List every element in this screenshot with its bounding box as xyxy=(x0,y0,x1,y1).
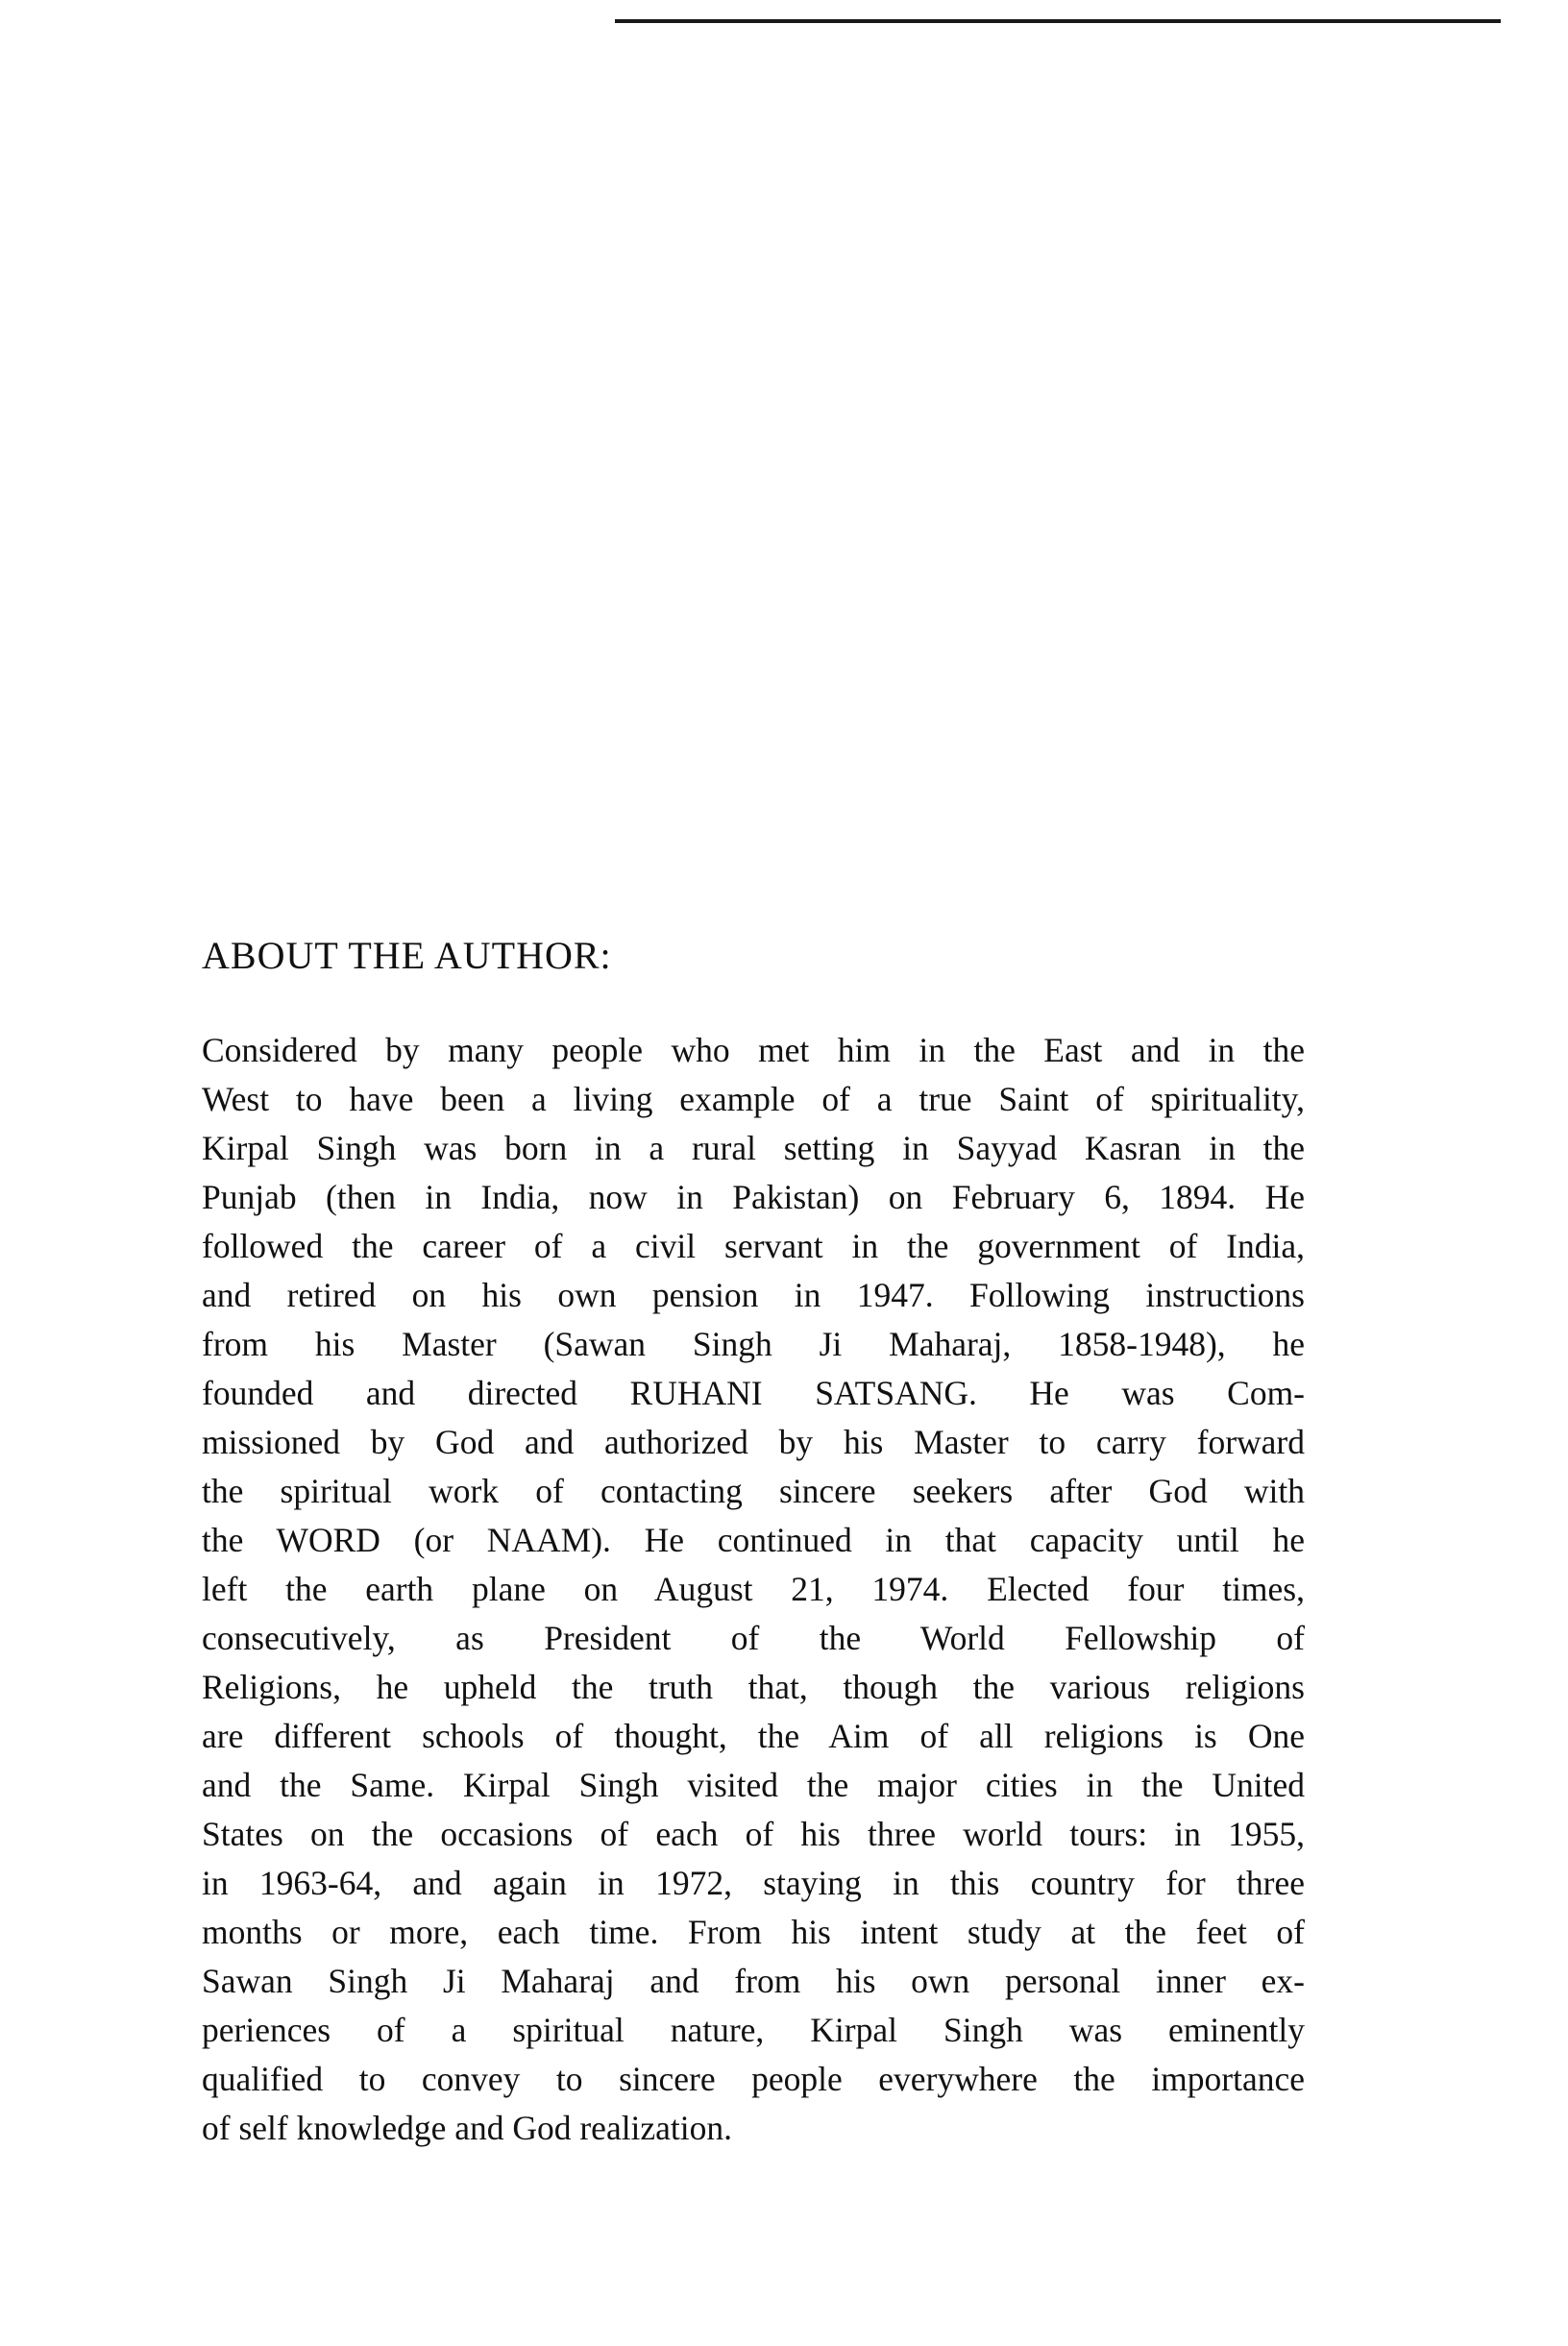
biography-line: months or more, each time. From his intent study at the feet of xyxy=(202,1913,1305,1951)
biography-line: missioned by God and authorized by his Master to carry forward xyxy=(202,1423,1305,1461)
biography-line: left the earth plane on August 21, 1974. Elected four times, xyxy=(202,1570,1305,1608)
biography-line: of self knowledge and God realization. xyxy=(202,2109,733,2147)
biography-line: are different schools of thought, the Aim of all religions is One xyxy=(202,1717,1305,1755)
biography-line: followed the career of a civil servant in the government of India, xyxy=(202,1227,1305,1265)
biography-line: periences of a spiritual nature, Kirpal Singh was eminently xyxy=(202,2011,1305,2049)
biography-line: from his Master (Sawan Singh Ji Maharaj, 1858-1948), he xyxy=(202,1325,1305,1363)
biography-line: Sawan Singh Ji Maharaj and from his own personal inner ex- xyxy=(202,1962,1305,2000)
top-rule xyxy=(615,19,1501,23)
biography-line: West to have been a living example of a true Saint of spirituality, xyxy=(202,1080,1305,1118)
about-the-author-section xyxy=(202,932,1305,2153)
biography-line: the WORD (or NAAM). He continued in that capacity until he xyxy=(202,1521,1305,1559)
biography-line: and retired on his own pension in 1947. Following instructions xyxy=(202,1276,1305,1314)
biography-line: in 1963-64, and again in 1972, staying in this country for three xyxy=(202,1864,1305,1902)
biography-line: founded and directed RUHANI SATSANG. He was Com- xyxy=(202,1374,1305,1412)
author-biography xyxy=(202,1026,1305,2153)
biography-line: Kirpal Singh was born in a rural setting in Sayyad Kasran in the xyxy=(202,1129,1305,1167)
biography-line: consecutively, as President of the World Fellowship of xyxy=(202,1619,1305,1657)
biography-line: and the Same. Kirpal Singh visited the major cities in the United xyxy=(202,1766,1305,1804)
biography-line: Considered by many people who met him in the East and in the xyxy=(202,1031,1305,1069)
biography-line: States on the occasions of each of his three world tours: in 1955, xyxy=(202,1815,1305,1853)
biography-line: Punjab (then in India, now in Pakistan) on February 6, 1894. He xyxy=(202,1178,1305,1216)
biography-line: qualified to convey to sincere people everywhere the importance xyxy=(202,2060,1305,2098)
section-heading: ABOUT THE AUTHOR: xyxy=(202,934,612,977)
biography-line: the spiritual work of contacting sincere seekers after God with xyxy=(202,1472,1305,1510)
biography-line: Religions, he upheld the truth that, though the various religions xyxy=(202,1668,1305,1706)
